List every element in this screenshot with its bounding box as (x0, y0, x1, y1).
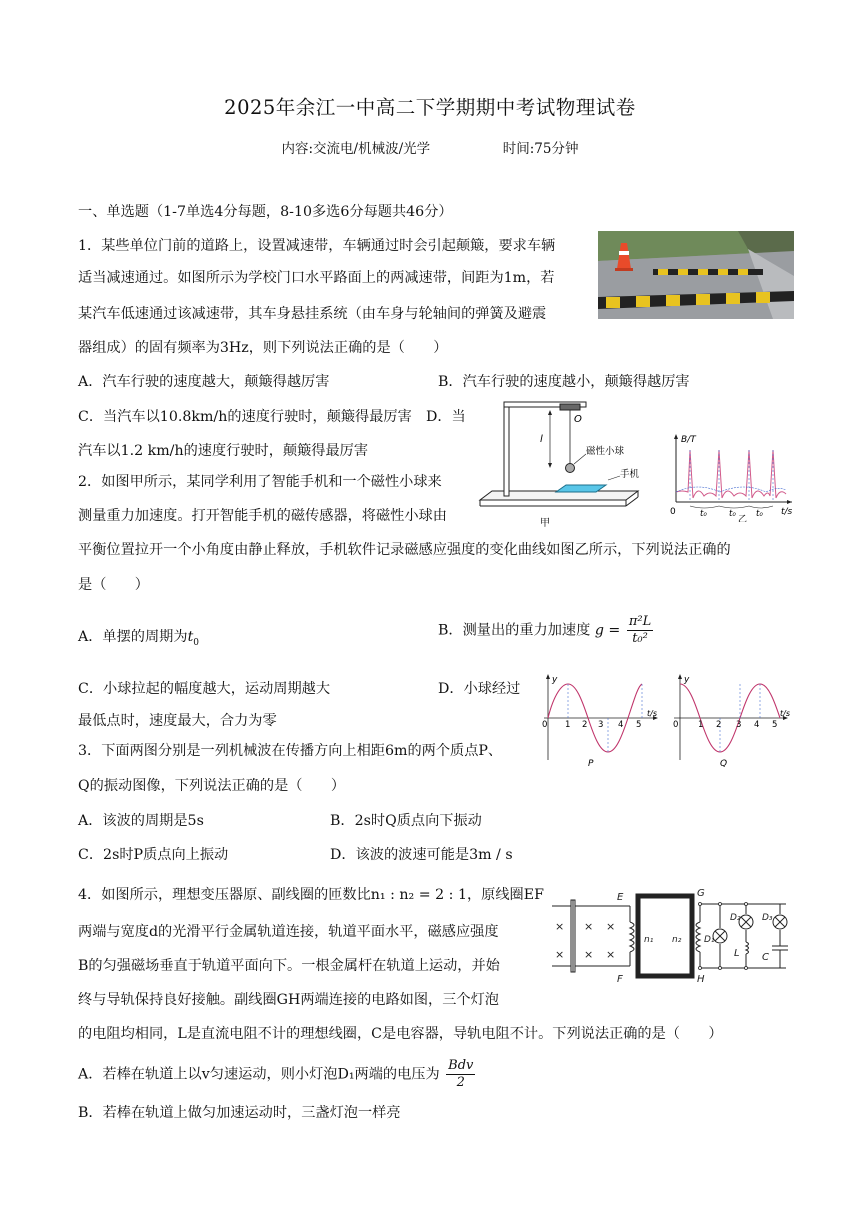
q2-option-b-den: t₀² (632, 631, 648, 646)
q1-line-4: 器组成）的固有频率为3Hz，则下列说法正确的是（ ） (78, 340, 448, 356)
q2-line-4: 是（ ） (78, 577, 149, 593)
graph-p-tick-1: 1 (565, 720, 571, 730)
q1-line-2: 适当减速通过。如图所示为学校门口水平路面上的两减速带，间距为1m，若 (78, 270, 555, 286)
page-title: 2025年余江一中高二下学期期中考试物理试卷 (224, 96, 636, 119)
q4-option-b: B．若棒在轨道上做匀加速运动时，三盏灯泡一样亮 (78, 1105, 401, 1121)
q1-line-1: 1．某些单位门前的道路上，设置减速带，车辆通过时会引起颠簸，要求车辆 (78, 238, 556, 254)
label-f: F (617, 974, 623, 985)
graph-q-tick-4: 4 (754, 720, 760, 730)
label-o: O (574, 414, 582, 425)
q4-option-a-den: 2 (456, 1075, 465, 1090)
graph-p-xlabel: t/s (647, 709, 657, 718)
magnetic-field-graph (668, 430, 796, 522)
q2-option-b-fraction (627, 614, 653, 647)
q4-option-a (78, 1058, 477, 1091)
field-cross-4: × (584, 948, 594, 961)
q1-option-a: A．汽车行驶的速度越大，颠簸得越厉害 (78, 374, 330, 390)
pendulum-figure (478, 396, 646, 530)
q4-option-a-text: A．若棒在轨道上以v匀速运动，则小灯泡D₁两端的电压为 (78, 1066, 440, 1083)
q4-line-3: B的匀强磁场垂直于轨道平面向下。一根金属杆在轨道上运动，并始 (78, 958, 500, 974)
exam-time: 时间:75分钟 (502, 141, 579, 157)
q4-line-2: 两端与宽度d的光滑平行金属轨道连接，轨道平面水平，磁感应强度 (78, 924, 499, 940)
label-ball: 磁性小球 (586, 446, 625, 457)
q2-option-b-g: g = (594, 622, 621, 639)
label-inductor: L (734, 948, 740, 959)
graph-q-tick-5: 5 (772, 720, 778, 730)
field-cross-2: × (555, 948, 565, 961)
label-d3: D₃ (762, 913, 773, 923)
speed-bump-photo (598, 231, 794, 319)
label-phone: 手机 (620, 469, 640, 480)
graph-ylabel: B/T (681, 435, 696, 445)
caption-yi: 乙 (738, 515, 748, 522)
field-cross-5: × (606, 920, 616, 933)
q1-line-3: 某汽车低速通过该减速带，其车身悬挂系统（由车身与轮轴间的弹簧及避震 (78, 306, 547, 322)
q2-option-a (78, 626, 199, 648)
q3-line-1: 3．下面两图分别是一列机械波在传播方向上相距6m的两个质点P、 (78, 743, 503, 759)
q1-option-c: C．当汽车以10.8km/h的速度行驶时，颠簸得最厉害 D．当 (78, 409, 466, 425)
t0-label-1: t₀ (700, 509, 707, 519)
q4-option-a-fraction (446, 1058, 475, 1091)
field-cross-6: × (606, 948, 616, 961)
graph-q-name: Q (720, 759, 728, 768)
graph-p-name: P (588, 759, 594, 768)
q2-option-a-var: t (187, 629, 194, 645)
exam-content: 内容:交流电/机械波/光学 (281, 141, 431, 157)
label-capacitor: C (762, 952, 769, 963)
q2-option-b-num: π²L (628, 614, 652, 629)
caption-jia: 甲 (540, 518, 550, 529)
graph-q-tick-1: 1 (698, 720, 704, 730)
q2-option-b-text: B．测量出的重力加速度 (438, 622, 591, 639)
graph-origin: 0 (670, 507, 676, 517)
field-cross-1: × (555, 920, 565, 933)
graph-p-tick-2: 2 (582, 720, 588, 730)
q3-line-2: Q的振动图像，下列说法正确的是（ ） (78, 778, 346, 794)
q1-option-b: B．汽车行驶的速度越小，颠簸得越厉害 (438, 374, 690, 390)
q2-option-d: D．小球经过 (438, 681, 521, 697)
label-e: E (617, 892, 624, 903)
vibration-graph-p (538, 672, 660, 768)
q2-option-a-text: A．单摆的周期为 (78, 629, 188, 645)
exam-meta (0, 137, 860, 157)
q4-line-4: 终与导轨保持良好接触。副线圈GH两端连接的电路如图，三个灯泡 (78, 992, 499, 1008)
label-n2: n₂ (672, 935, 682, 945)
q4-line-5: 的电阻均相同，L是直流电阻不计的理想线圈，C是电容器，导轨电阻不计。下列说法正确的是（ ） (78, 1026, 723, 1042)
q1-option-d-cont: 汽车以1.2 km/h的速度行驶时，颠簸得最厉害 (78, 443, 369, 459)
label-n1: n₁ (644, 935, 654, 945)
q3-option-c: C．2s时P质点向上振动 (78, 847, 229, 863)
graph-p-tick-0: 0 (542, 720, 548, 730)
graph-p-tick-4: 4 (618, 720, 624, 730)
graph-q-tick-2: 2 (716, 720, 722, 730)
q3-option-b: B．2s时Q质点向下振动 (330, 813, 482, 829)
graph-q-tick-3: 3 (736, 720, 742, 730)
q2-line-3: 平衡位置拉开一个小角度由静止释放，手机软件记录磁感应强度的变化曲线如图乙所示，下列说法正确的 (78, 542, 731, 558)
graph-q-tick-0: 0 (673, 720, 679, 730)
q3-option-a: A．该波的周期是5s (78, 813, 204, 829)
graph-p-tick-3: 3 (598, 720, 604, 730)
t0-label-2: t₀ (729, 509, 736, 519)
label-g: G (697, 888, 705, 899)
q2-option-b (438, 614, 655, 647)
graph-p-ylabel: y (552, 675, 558, 685)
graph-q-ylabel: y (684, 675, 690, 685)
q2-option-d-cont: 最低点时，速度最大，合力为零 (78, 713, 277, 729)
transformer-circuit (550, 880, 795, 992)
q4-line-1: 4．如图所示，理想变压器原、副线圈的匝数比n₁ : n₂ = 2 : 1，原线圈EF (78, 887, 544, 903)
vibration-graph-q (668, 672, 796, 768)
q3-option-d: D．该波的波速可能是3m / s (330, 847, 513, 863)
q2-line-2: 测量重力加速度。打开智能手机的磁传感器，将磁性小球由 (78, 508, 447, 524)
graph-q-xlabel: t/s (780, 709, 790, 718)
q2-option-a-sub: 0 (193, 637, 199, 648)
section-heading: 一、单选题（1-7单选4分每题，8-10多选6分每题共46分） (78, 204, 453, 220)
label-d2: D₂ (730, 913, 741, 923)
q2-line-1: 2．如图甲所示，某同学利用了智能手机和一个磁性小球来 (78, 474, 442, 490)
q2-option-c: C．小球拉起的幅度越大，运动周期越大 (78, 681, 331, 697)
graph-xlabel: t/s (781, 507, 793, 517)
label-d1: D₁ (704, 935, 715, 945)
graph-p-tick-5: 5 (636, 720, 642, 730)
field-cross-3: × (584, 920, 594, 933)
label-l: l (540, 434, 543, 445)
t0-label-3: t₀ (756, 509, 763, 519)
label-h: H (697, 974, 705, 985)
q4-option-a-num: Bdv (448, 1058, 474, 1073)
